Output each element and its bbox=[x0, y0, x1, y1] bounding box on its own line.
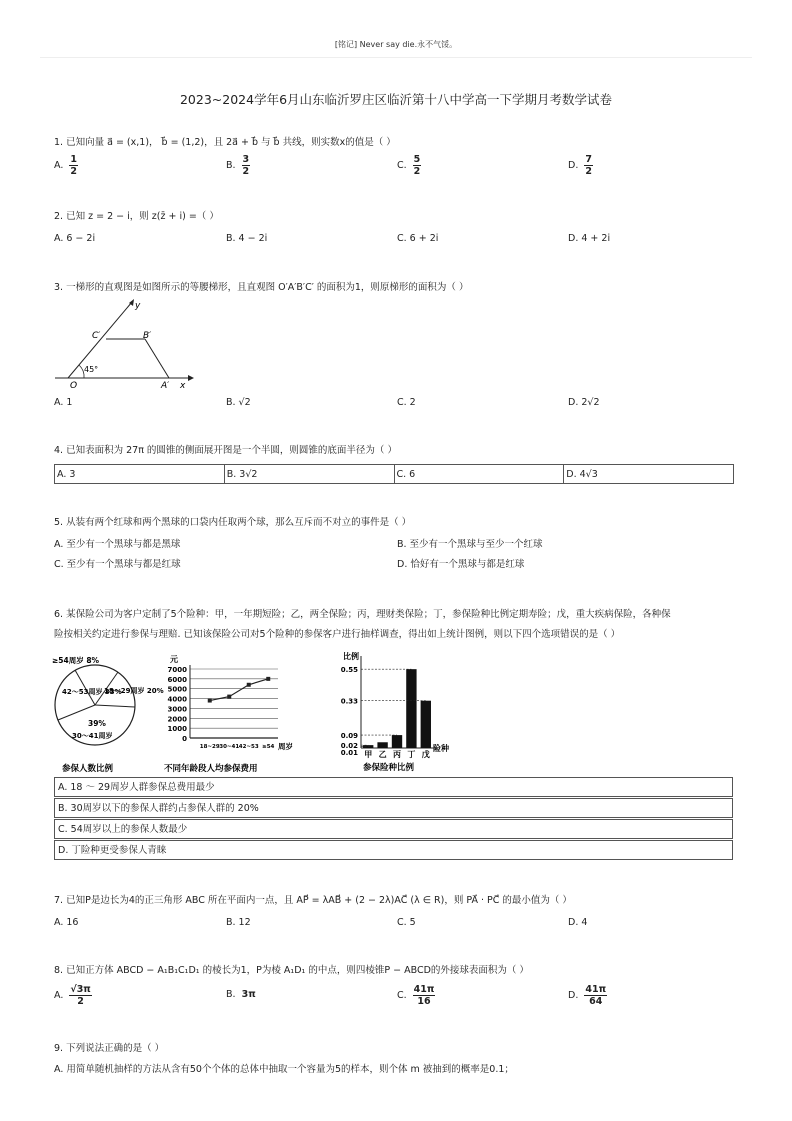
bar-chart-caption: 参保险种比例 bbox=[363, 763, 415, 773]
line-chart-y-tick: 5000 bbox=[167, 685, 187, 694]
point-c-label: C′ bbox=[92, 331, 101, 341]
point-b-label: B′ bbox=[143, 331, 152, 341]
q3-option-d[interactable]: D. 2√2 bbox=[568, 397, 600, 408]
q5-option-a[interactable]: A. 至少有一个黑球与都是黑球 bbox=[54, 539, 181, 550]
line-chart-x-tick: ≥54 bbox=[262, 744, 275, 750]
question-9: 9. 下列说法正确的是（ ） bbox=[54, 1043, 165, 1054]
line-chart-x-tick: 42~53 bbox=[238, 744, 259, 750]
bar-chart-x-label: 险种 bbox=[433, 744, 449, 753]
q2-option-c[interactable]: C. 6 + 2i bbox=[397, 233, 439, 244]
page-title: 2023~2024学年6月山东临沂罗庄区临沂第十八中学高一下学期月考数学试卷 bbox=[179, 92, 613, 107]
q2-option-b[interactable]: B. 4 − 2i bbox=[226, 233, 268, 244]
q9-option-a[interactable]: A. 用简单随机抽样的方法从含有50个个体的总体中抽取一个容量为5的样本，则个体 m 被抽到的概率是0.1； bbox=[54, 1064, 514, 1075]
q4-option-d[interactable]: D. 4√3 bbox=[564, 465, 734, 484]
pie-label-30-41: 30～41周岁 bbox=[72, 732, 113, 740]
q4-option-b[interactable]: B. 3√2 bbox=[224, 465, 394, 484]
x-label: x bbox=[180, 381, 186, 391]
q6-option-a[interactable]: A. 18 ～ 29周岁人群参保总费用最少 bbox=[54, 777, 733, 797]
trapezoid-right bbox=[145, 339, 169, 378]
question-2: 2. 已知 z = 2 − i，则 z(z̄ + i) =（ ） bbox=[54, 211, 219, 222]
q6-option-d[interactable]: D. 丁险种更受参保人青睐 bbox=[54, 840, 733, 860]
question-1: 1. 已知向量 a⃗ = (x,1)， b⃗ = (1,2)，且 2a⃗ + b⃗ 与 b⃗ 共线，则实数x的值是（ ） bbox=[54, 137, 396, 148]
bar-chart-y-tick: 0.09 bbox=[340, 732, 358, 741]
q7-option-d[interactable]: D. 4 bbox=[568, 917, 588, 928]
bar-chart-y-label: 比例 bbox=[343, 652, 359, 661]
question-4: 4. 已知表面积为 27π 的圆锥的侧面展开图是一个半圆，则圆锥的底面半径为（ ） bbox=[54, 445, 397, 456]
bar-chart-x-tick: 甲 bbox=[364, 750, 373, 759]
pie-label-39: 39% bbox=[88, 719, 106, 728]
line-chart-y-tick: 2000 bbox=[167, 715, 187, 724]
q7-option-a[interactable]: A. 16 bbox=[54, 917, 79, 928]
q8-option-a[interactable]: A. $\frac{√3\pi}{2}$ bbox=[54, 984, 91, 1007]
x-axis-arrow bbox=[188, 375, 194, 381]
q8-option-c[interactable]: C. $\frac{41\pi}{16}$ bbox=[397, 984, 435, 1007]
header-divider bbox=[40, 57, 752, 58]
line-chart-point bbox=[208, 699, 212, 703]
line-chart-y-tick: 6000 bbox=[167, 675, 187, 684]
q3-option-a[interactable]: A. 1 bbox=[54, 397, 73, 408]
line-chart-y-tick: 7000 bbox=[167, 666, 187, 674]
bar-chart bbox=[333, 650, 458, 775]
q2-option-a[interactable]: A. 6 − 2i bbox=[54, 233, 96, 244]
bar-chart-x-tick: 丙 bbox=[393, 750, 401, 759]
q4-options-table bbox=[54, 464, 734, 484]
q5-option-b[interactable]: B. 至少有一个黑球与至少一个红球 bbox=[397, 539, 543, 550]
q5-option-d[interactable]: D. 恰好有一个黑球与都是红球 bbox=[397, 559, 525, 570]
q2-option-d[interactable]: D. 4 + 2i bbox=[568, 233, 611, 244]
y-label: y bbox=[135, 301, 141, 311]
angle-label: 45° bbox=[84, 365, 99, 374]
q3-option-b[interactable]: B. √2 bbox=[226, 397, 251, 408]
trapezoid-figure bbox=[52, 298, 197, 390]
line-chart-point bbox=[266, 677, 270, 681]
bar-chart-y-tick: 0.02 bbox=[340, 742, 358, 751]
q1-option-c[interactable]: C. $\frac{5}{2}$ bbox=[397, 154, 421, 177]
q1-option-a[interactable]: A. $\frac{1}{2}$ bbox=[54, 154, 77, 177]
line-chart-y-tick: 3000 bbox=[167, 705, 187, 714]
q3-option-c[interactable]: C. 2 bbox=[397, 397, 416, 408]
q7-option-c[interactable]: C. 5 bbox=[397, 917, 416, 928]
bar-乙 bbox=[377, 742, 387, 748]
question-6-line-2: 险按相关约定进行参保与理赔. 已知该保险公司对5个险种的参保客户进行抽样调查，得出如上统计图例，则以下四个选项错误的是（ ） bbox=[54, 629, 621, 640]
line-chart-caption: 不同年龄段人均参保费用 bbox=[164, 764, 258, 774]
pie-sector-line bbox=[58, 705, 95, 720]
q1-option-b[interactable]: B. $\frac{3}{2}$ bbox=[226, 154, 250, 177]
pie-chart bbox=[50, 650, 164, 775]
line-chart bbox=[160, 652, 295, 774]
line-chart-x-tick: 30~41 bbox=[219, 744, 240, 750]
line-chart-x-tick: 18~29 bbox=[199, 744, 220, 750]
line-chart-y-tick: 4000 bbox=[167, 695, 187, 704]
bar-chart-x-tick: 戊 bbox=[421, 750, 430, 759]
bar-chart-y-tick: 0.01 bbox=[340, 749, 358, 758]
bar-chart-x-tick: 丁 bbox=[407, 750, 416, 759]
bar-丙 bbox=[392, 735, 402, 748]
q6-option-b[interactable]: B. 30周岁以下的参保人群约占参保人群的 20% bbox=[54, 798, 733, 818]
question-5: 5. 从装有两个红球和两个黑球的口袋内任取两个球，那么互斥而不对立的事件是（ ） bbox=[54, 517, 412, 528]
bar-丁 bbox=[406, 669, 416, 748]
q5-option-c[interactable]: C. 至少有一个黑球与都是红球 bbox=[54, 559, 181, 570]
line-chart-y-unit: 元 bbox=[170, 655, 178, 664]
pie-label-54: ≥54周岁 8% bbox=[52, 656, 100, 665]
line-chart-x-unit: 周岁 bbox=[278, 742, 293, 751]
question-8: 8. 已知正方体 ABCD − A₁B₁C₁D₁ 的棱长为1，P为棱 A₁D₁ 的中点，则四棱锥P − ABCD的外接球表面积为（ ） bbox=[54, 965, 529, 976]
bar-戊 bbox=[421, 701, 431, 748]
q4-option-c[interactable]: C. 6 bbox=[394, 465, 564, 484]
pie-sector-line bbox=[95, 705, 135, 707]
pie-caption: 参保人数比例 bbox=[62, 764, 114, 774]
q8-option-d[interactable]: D. $\frac{41\pi}{64}$ bbox=[568, 984, 607, 1007]
origin-label: O bbox=[70, 381, 78, 391]
q7-option-b[interactable]: B. 12 bbox=[226, 917, 251, 928]
bar-chart-y-tick: 0.33 bbox=[340, 697, 358, 706]
q8-option-b[interactable]: B. 3π bbox=[226, 989, 256, 1000]
pie-label-18-29: 18～29周岁 20% bbox=[104, 687, 164, 695]
question-7: 7. 已知P是边长为4的正三角形 ABC 所在平面内一点，且 AP⃗ = λAB⃗ + (2 − 2λ)AC⃗ (λ ∈ R)，则 PA⃗ · PC⃗ 的最小值为（ ） bbox=[54, 895, 572, 906]
pie-label-42-53: 42～53周岁 33% bbox=[62, 688, 122, 696]
q6-option-c[interactable]: C. 54周岁以上的参保人数最少 bbox=[54, 819, 733, 839]
bar-chart-y-tick: 0.55 bbox=[340, 666, 358, 675]
line-chart-y-tick: 0 bbox=[182, 735, 187, 743]
header-motto: [铭记] Never say die.永不气馁。 bbox=[334, 40, 458, 49]
bar-chart-x-tick: 乙 bbox=[378, 750, 387, 759]
line-chart-point bbox=[247, 683, 251, 687]
question-6-line-1: 6. 某保险公司为客户定制了5个险种：甲，一年期短险；乙，两全保险；丙，理财类保险；丁，参保险种比例定期寿险；戊，重大疾病保险，各种保 bbox=[54, 609, 671, 620]
q1-option-d[interactable]: D. $\frac{7}{2}$ bbox=[568, 154, 592, 177]
line-chart-series bbox=[210, 679, 269, 701]
line-chart-y-tick: 1000 bbox=[167, 725, 187, 734]
point-a-label: A′ bbox=[161, 381, 170, 391]
line-chart-point bbox=[227, 695, 231, 699]
q4-option-a[interactable]: A. 3 bbox=[55, 465, 225, 484]
question-3: 3. 一梯形的直观图是如图所示的等腰梯形，且直观图 O′A′B′C′ 的面积为1，则原梯形的面积为（ ） bbox=[54, 282, 469, 293]
